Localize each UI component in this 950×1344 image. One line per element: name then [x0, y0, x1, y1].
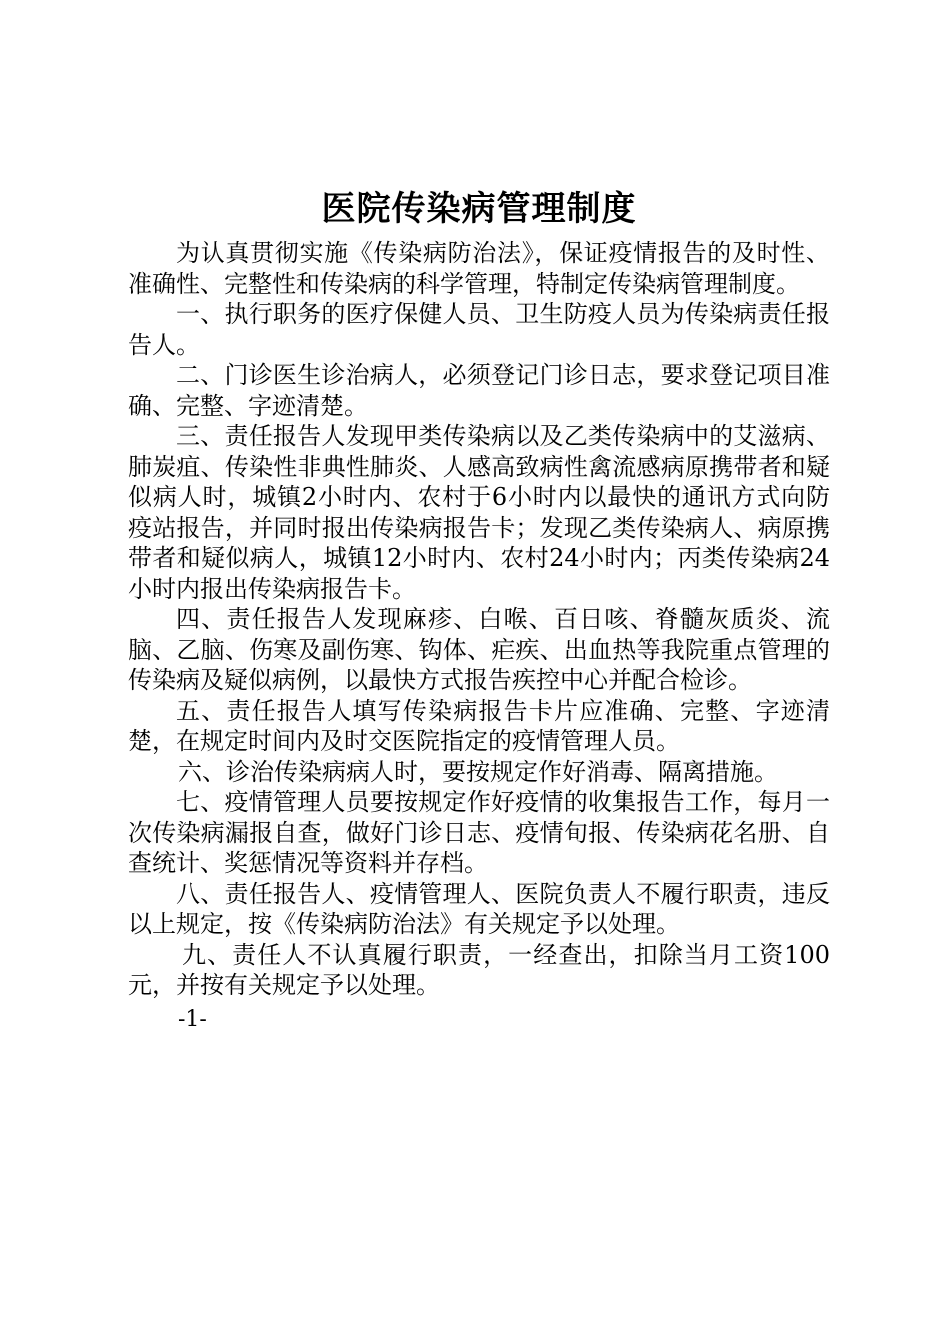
- paragraph-article-5: 五、责任报告人填写传染病报告卡片应准确、完整、字迹清楚，在规定时间内及时交医院指定的疫情管理人员。: [128, 696, 830, 755]
- paragraph-article-8: 八、责任报告人、疫情管理人、医院负责人不履行职责，违反以上规定，按《传染病防治法》有关规定予以处理。: [128, 879, 830, 938]
- document-page: [128, 180, 830, 1035]
- paragraph-intro: 为认真贯彻实施《传染病防治法》，保证疫情报告的及时性、准确性、完整性和传染病的科学管理，特制定传染病管理制度。: [128, 239, 830, 298]
- paragraph-article-9: 九、责任人不认真履行职责，一经查出，扣除当月工资100元，并按有关规定予以处理。: [128, 940, 830, 999]
- paragraph-article-1: 一、执行职务的医疗保健人员、卫生防疫人员为传染病责任报告人。: [128, 300, 830, 359]
- paragraph-article-4: 四、责任报告人发现麻疹、白喉、百日咳、脊髓灰质炎、流脑、乙脑、伤寒及副伤寒、钩体、疟疾、出血热等我院重点管理的传染病及疑似病例，以最快方式报告疾控中心并配合检诊。: [128, 605, 830, 694]
- paragraph-article-7: 七、疫情管理人员要按规定作好疫情的收集报告工作，每月一次传染病漏报自查，做好门诊日志、疫情旬报、传染病花名册、自查统计、奖惩情况等资料并存档。: [128, 788, 830, 877]
- document-title: 医院传染病管理制度: [321, 189, 637, 229]
- page-number: -1-: [178, 1006, 207, 1032]
- paragraph-article-3: 三、责任报告人发现甲类传染病以及乙类传染病中的艾滋病、肺炭疽、传染性非典性肺炎、人感高致病性禽流感病原携带者和疑似病人时，城镇2小时内、农村于6小时内以最快的通讯方式向防疫站报告，并同时报出传染病报告卡；发现乙类传染病人、病原携带者和疑似病人，城镇12小时内、农村24小时内；丙类传染病24小时内报出传染病报告卡。: [128, 422, 830, 603]
- paragraph-article-2: 二、门诊医生诊治病人，必须登记门诊日志，要求登记项目准确、完整、字迹清楚。: [128, 361, 830, 420]
- paragraph-article-6: 六、诊治传染病病人时，要按规定作好消毒、隔离措施。: [178, 757, 778, 786]
